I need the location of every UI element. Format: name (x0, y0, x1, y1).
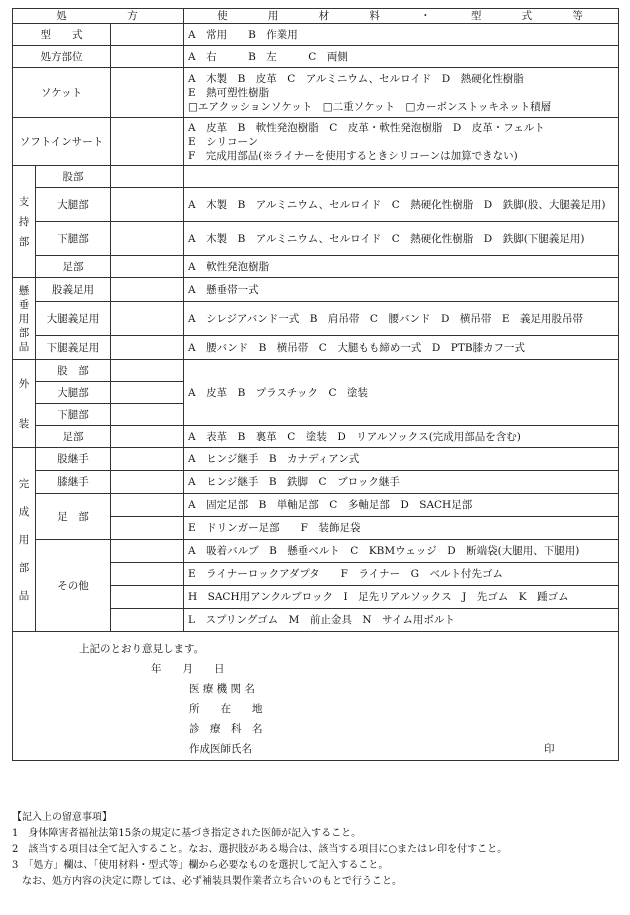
statement-text: 上記のとおり意見します。 (79, 643, 205, 655)
options-kensui-daitai: A シレジアバンド一式 B 肩吊帯 C 腰バンド D 横吊帯 E 義足用股吊帯 (184, 302, 619, 336)
group-char: 支 (18, 195, 30, 208)
label-gaiso-sokubu: 足部 (36, 426, 111, 448)
input-kensui-daitai[interactable] (111, 302, 184, 336)
input-kansei-sonota-3[interactable] (111, 586, 184, 609)
label-gaiso-katai: 下腿部 (36, 404, 111, 426)
group-kensui (13, 278, 36, 360)
input-kensui-katai[interactable] (111, 336, 184, 360)
header-char: 料 (369, 10, 382, 22)
input-gaiso-sokubu[interactable] (111, 426, 184, 448)
label-kansei-sonota: その他 (36, 540, 111, 632)
row-kata (13, 24, 619, 46)
options-kansei-kokei: A ヒンジ継手 B カナディアン式 (184, 448, 619, 471)
group-char: 部 (18, 235, 30, 248)
input-socket[interactable] (111, 68, 184, 118)
options-gaiso-sokubu: A 表革 B 裏革 C 塗装 D リアルソックス(完成用部品を含む) (184, 426, 619, 448)
input-kansei-sonota-2[interactable] (111, 563, 184, 586)
input-kansei-ashi-1[interactable] (111, 494, 184, 517)
group-char: 品 (18, 340, 30, 353)
group-char: 成 (18, 505, 30, 518)
input-kansei-hiza[interactable] (111, 471, 184, 494)
input-gaiso-kobu[interactable] (111, 360, 184, 382)
header-prescription (13, 9, 184, 24)
row-kansei-sonota-1 (13, 540, 619, 563)
department-field[interactable]: 診 療 科 名 (189, 723, 263, 735)
notes-title: 【記入上の留意事項】 (12, 812, 112, 823)
label-kansei-hiza: 膝継手 (36, 471, 111, 494)
input-kansei-ashi-2[interactable] (111, 517, 184, 540)
label-shiji-katai: 下腿部 (36, 222, 111, 256)
input-gaiso-katai[interactable] (111, 404, 184, 426)
options-socket (184, 68, 619, 118)
group-char: 部 (18, 561, 30, 574)
input-bui[interactable] (111, 46, 184, 68)
option-line: □エアクッションソケット □二重ソケット □カーボンストッキネット積層 (188, 100, 552, 113)
row-kansei-ashi-1 (13, 494, 619, 517)
input-kansei-sonota-4[interactable] (111, 609, 184, 632)
row-gaiso-kobu (13, 360, 619, 382)
label-kansei-kokei: 股継手 (36, 448, 111, 471)
header-char: 用 (267, 10, 281, 22)
options-kata: A 常用 B 作業用 (184, 24, 619, 46)
group-shiji (13, 166, 36, 278)
header-char: 材 (318, 10, 332, 22)
header-materials (184, 9, 619, 24)
options-kensui-ko: A 懸垂帯一式 (184, 278, 619, 302)
note-item: 2 該当する項目は全て記入すること。なお、選択肢がある場合は、該当する項目に○またはレ印を付すこと。 (12, 844, 508, 855)
input-gaiso-daitai[interactable] (111, 382, 184, 404)
input-kensui-ko[interactable] (111, 278, 184, 302)
options-shiji-daitai: A 木製 B アルミニウム、セルロイド C 熱硬化性樹脂 D 鉄脚(股、大腿義足用) (184, 188, 619, 222)
institution-field[interactable]: 医 療 機 関 名 (189, 683, 255, 695)
header-char: 方 (127, 10, 140, 22)
table-header (13, 9, 619, 24)
group-char: 装 (18, 417, 30, 430)
group-char: 垂 (18, 298, 30, 311)
row-kensui-katai (13, 336, 619, 360)
options-kansei-sonota-2: E ライナーロックアダプタ F ライナー G ベルト付先ゴム (184, 563, 619, 586)
label-shiji-sokubu: 足部 (36, 256, 111, 278)
label-socket: ソケット (13, 68, 111, 118)
row-shiji-daitai (13, 188, 619, 222)
label-kensui-katai: 下腿義足用 (36, 336, 111, 360)
group-char: 部 (18, 326, 30, 339)
label-gaiso-daitai: 大腿部 (36, 382, 111, 404)
group-char: 懸 (18, 284, 30, 297)
label-bui: 処方部位 (13, 46, 111, 68)
label-shiji-daitai: 大腿部 (36, 188, 111, 222)
prescription-table (12, 8, 619, 761)
options-kensui-katai: A 腰バンド B 横吊帯 C 大腿もも締め一式 D PTB膝カフ一式 (184, 336, 619, 360)
group-char: 品 (18, 589, 30, 602)
header-char: 処 (56, 10, 69, 22)
date-field[interactable]: 年 月 日 (151, 663, 225, 675)
options-kansei-sonota-1: A 吸着バルブ B 懸垂ベルト C KBMウェッジ D 断端袋(大腿用、下腿用) (184, 540, 619, 563)
note-item: 3 「処方」欄は、「使用材料・型式等」欄から必要なものを選択して記入すること。 (12, 860, 389, 871)
input-shiji-sokubu[interactable] (111, 256, 184, 278)
label-kansei-ashi: 足 部 (36, 494, 111, 540)
header-char: 式 (521, 10, 535, 22)
note-item: 1 身体障害者福祉法第15条の規定に基づき指定された医師が記入すること。 (12, 828, 362, 839)
row-kensui-daitai (13, 302, 619, 336)
options-kansei-hiza: A ヒンジ継手 B 鉄脚 C ブロック継手 (184, 471, 619, 494)
group-char: 完 (18, 477, 30, 490)
signature-block (13, 632, 618, 760)
label-shiji-kobu: 股部 (36, 166, 111, 188)
row-kansei-kokei (13, 448, 619, 471)
group-kansei (13, 448, 36, 632)
options-gaiso-shared: A 皮革 B プラスチック C 塗装 (184, 360, 619, 426)
group-char: 用 (18, 533, 30, 546)
option-line: F 完成用部品(※ライナーを使用するときシリコーンは加算できない) (188, 149, 518, 162)
header-char: 型 (470, 10, 484, 22)
options-bui: A 右 B 左 C 両側 (184, 46, 619, 68)
group-char: 持 (18, 215, 30, 228)
header-char: ・ (420, 10, 433, 22)
header-char: 使 (217, 10, 230, 22)
row-shiji-katai (13, 222, 619, 256)
input-soft-insert[interactable] (111, 118, 184, 166)
options-shiji-katai: A 木製 B アルミニウム、セルロイド C 熱硬化性樹脂 D 鉄脚(下腿義足用) (184, 222, 619, 256)
row-socket (13, 68, 619, 118)
signature-row (13, 632, 619, 761)
group-char: 外 (18, 377, 30, 390)
options-shiji-kobu (184, 166, 619, 188)
label-kensui-daitai: 大腿義足用 (36, 302, 111, 336)
row-shiji-kobu (13, 166, 619, 188)
label-kensui-ko: 股義足用 (36, 278, 111, 302)
group-char: 用 (18, 312, 30, 325)
options-kansei-sonota-3: H SACH用アンクルブロック I 足先リアルソックス J 先ゴム K 踵ゴム (184, 586, 619, 609)
options-shiji-sokubu: A 軟性発泡樹脂 (184, 256, 619, 278)
group-gaiso (13, 360, 36, 448)
label-soft-insert: ソフトインサート (13, 118, 111, 166)
input-kansei-sonota-1[interactable] (111, 540, 184, 563)
row-kansei-hiza (13, 471, 619, 494)
label-kata: 型 式 (13, 24, 111, 46)
note-item: なお、処方内容の決定に際しては、必ず補装具製作業者立ち合いのもとで行うこと。 (12, 876, 402, 887)
option-line: E 熱可塑性樹脂 (188, 86, 270, 99)
input-kansei-kokei[interactable] (111, 448, 184, 471)
option-line: A 皮革 B 軟性発泡樹脂 C 皮革・軟性発泡樹脂 D 皮革・フェルト (188, 121, 545, 134)
seal-mark: 印 (544, 743, 555, 755)
options-kansei-sonota-4: L スプリングゴム M 前止金具 N サイム用ボルト (184, 609, 619, 632)
input-shiji-katai[interactable] (111, 222, 184, 256)
doctor-name-field[interactable]: 作成医師氏名 (189, 743, 252, 755)
header-char: 等 (572, 10, 585, 22)
row-gaiso-sokubu (13, 426, 619, 448)
input-shiji-daitai[interactable] (111, 188, 184, 222)
row-shiji-sokubu (13, 256, 619, 278)
notes-section (12, 810, 618, 890)
input-kata[interactable] (111, 24, 184, 46)
options-kansei-ashi-1: A 固定足部 B 単軸足部 C 多軸足部 D SACH足部 (184, 494, 619, 517)
input-shiji-kobu[interactable] (111, 166, 184, 188)
option-line: A 木製 B 皮革 C アルミニウム、セルロイド D 熱硬化性樹脂 (188, 72, 524, 85)
row-soft-insert (13, 118, 619, 166)
row-bui (13, 46, 619, 68)
row-kensui-ko (13, 278, 619, 302)
options-soft-insert (184, 118, 619, 166)
address-field[interactable]: 所 在 地 (189, 703, 263, 715)
options-kansei-ashi-2: E ドリンガー足部 F 装飾足袋 (184, 517, 619, 540)
label-gaiso-kobu: 股 部 (36, 360, 111, 382)
option-line: E シリコーン (188, 135, 259, 148)
